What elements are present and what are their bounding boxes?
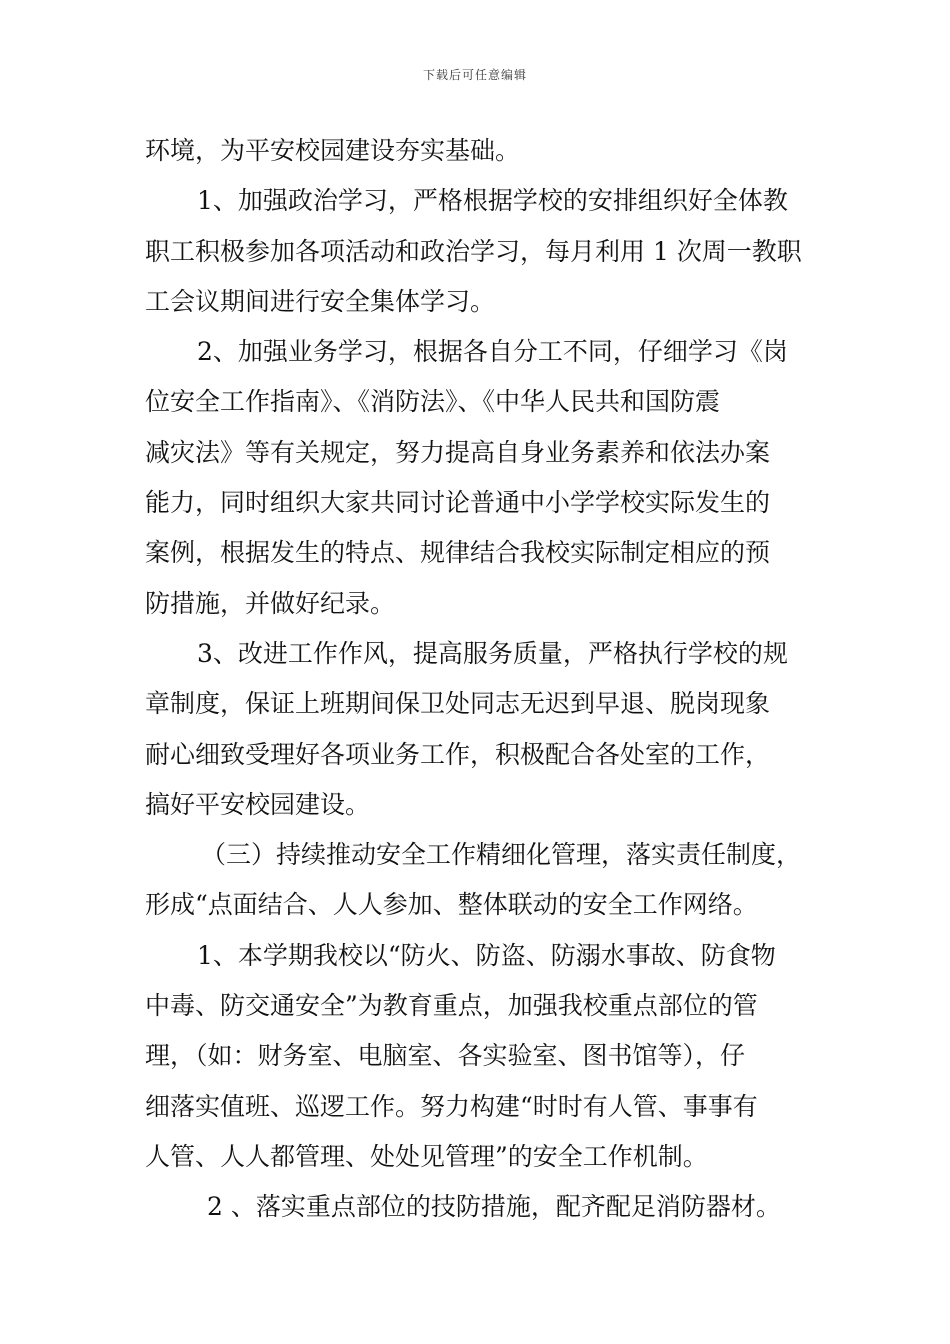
text-line: 能力，同时组织大家共同讨论普通中小学学校实际发生的 — [145, 488, 771, 518]
text-line: 中毒、防交通安全”为教育重点，加强我校重点部位的管 — [145, 991, 758, 1021]
text-line: 环境，为平安校园建设夯实基础。 — [145, 136, 521, 165]
text-line: 职工积极参加各项活动和政治学习，每月利用 1 次周一教职 — [145, 236, 802, 266]
text-line: 人管、人人都管理、处处见管理”的安全工作机制。 — [145, 1141, 708, 1171]
text-line: 理，（如：财务室、电脑室、各实验室、图书馆等），仔 — [145, 1041, 746, 1071]
text-line: 形成“点面结合、人人参加、整体联动的安全工作网络。 — [145, 890, 758, 920]
text-line: 防措施，并做好纪录。 — [145, 588, 396, 618]
text-line: 案例，根据发生的特点、规律结合我校实际制定相应的预 — [145, 538, 771, 568]
text-line: 细落实值班、巡逻工作。努力构建“时时有人管、事事有 — [145, 1091, 758, 1121]
paragraph-line: 3、改进工作作风，提高服务质量，严格执行学校的规 — [197, 638, 788, 668]
paragraph-line: 1、本学期我校以“防火、防盗、防溺水事故、防食物 — [197, 940, 776, 970]
text-line: 章制度，保证上班期间保卫处同志无迟到早退、脱岗现象 — [145, 689, 771, 719]
text-line: 耐心细致受理好各项业务工作，积极配合各处室的工作， — [145, 739, 771, 769]
text-line: 搞好平安校园建设。 — [145, 789, 371, 819]
document-body — [145, 126, 817, 1233]
paragraph-line: 2 、落实重点部位的技防措施，配齐配足消防器材。 — [207, 1192, 781, 1222]
paragraph-line: 2、加强业务学习，根据各自分工不同，仔细学习《岗 — [197, 337, 788, 367]
text-line: 位安全工作指南》、《消防法》、《中华人民共和国防震 — [145, 387, 721, 417]
text-line: 减灾法》等有关规定，努力提高自身业务素养和依法办案 — [145, 437, 771, 467]
page-header-note: 下载后可任意编辑 — [422, 68, 527, 82]
paragraph-line: 1、加强政治学习，严格根据学校的安排组织好全体教 — [197, 186, 788, 216]
section-heading-line: （三）持续推动安全工作精细化管理，落实责任制度， — [201, 840, 802, 870]
text-line: 工会议期间进行安全集体学习。 — [145, 286, 496, 316]
